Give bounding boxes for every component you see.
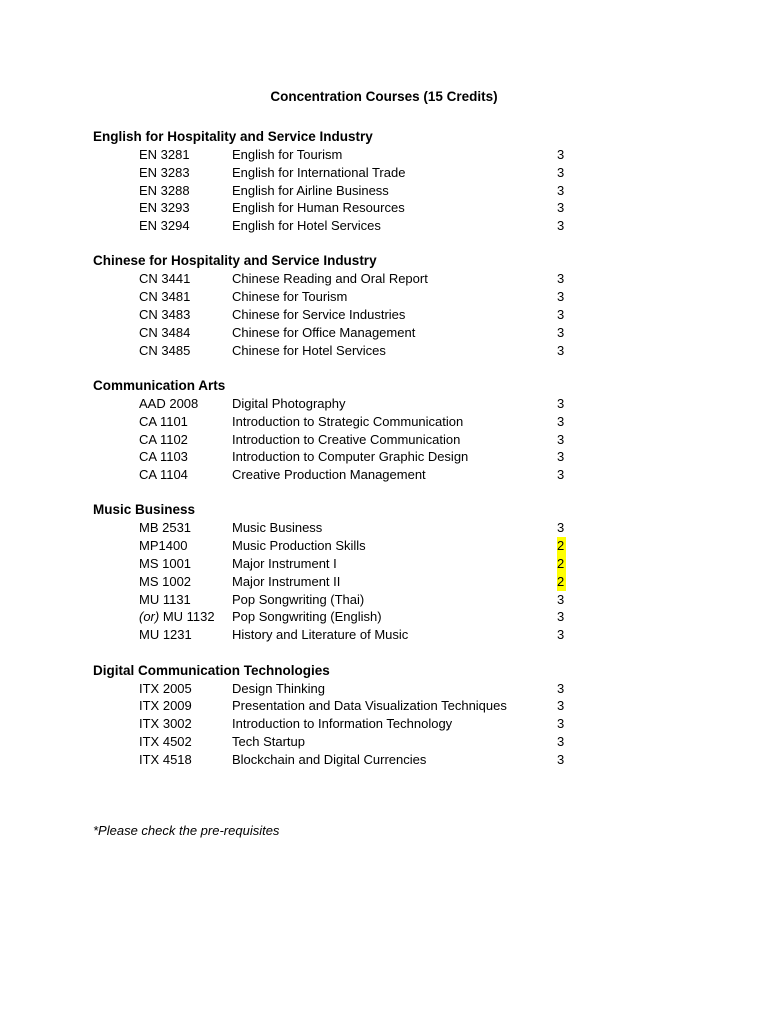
course-credits: 3: [557, 467, 565, 483]
course-credits: 3: [557, 147, 565, 162]
course-code: [139, 573, 191, 591]
course-name: Introduction to Strategic Communication: [232, 413, 464, 429]
course-row: [93, 519, 573, 537]
course-code-text: CN 3483: [139, 307, 191, 323]
course-row: [93, 573, 573, 591]
course-code-text: EN 3294: [139, 218, 190, 234]
course-code-text: CA 1101: [139, 413, 188, 429]
course-row: [93, 413, 573, 431]
course-credits: 3: [557, 627, 565, 643]
course-name: Chinese Reading and Oral Report: [232, 271, 428, 287]
course-name: English for Hotel Services: [232, 218, 381, 234]
section-heading: Digital Communication Technologies: [93, 662, 330, 678]
course-row: [93, 217, 573, 235]
course-name: Design Thinking: [232, 680, 325, 696]
course-code: [139, 431, 188, 449]
course-code: [139, 608, 215, 626]
course-name: Pop Songwriting (English): [232, 609, 382, 625]
course-code-text: MU 1131: [139, 591, 191, 607]
course-code-text: MB 2531: [139, 520, 192, 536]
course-row: [93, 146, 573, 164]
course-row: [93, 733, 573, 751]
course-code-text: CN 3481: [139, 289, 191, 305]
page-title: Concentration Courses (15 Credits): [270, 89, 498, 104]
course-code: [139, 182, 190, 200]
course-row: [93, 466, 573, 484]
course-credits: 3: [557, 395, 565, 411]
course-row: [93, 199, 573, 217]
course-credits: 3: [557, 449, 565, 465]
course-code: [139, 555, 191, 573]
course-name: Creative Production Management: [232, 467, 426, 483]
course-code-text: MS 1001: [139, 556, 192, 572]
footnote: *Please check the pre-requisites: [93, 823, 280, 838]
course-row: [93, 448, 573, 466]
course-name: Tech Startup: [232, 733, 305, 749]
course-credits: 3: [557, 324, 565, 340]
course-code: [139, 466, 188, 484]
course-credits: 3: [557, 520, 565, 536]
course-code-text: ITX 2009: [139, 698, 192, 714]
course-code-text: CN 3484: [139, 324, 191, 340]
section-heading: Communication Arts: [93, 377, 226, 393]
course-row: [93, 270, 573, 288]
course-name: Chinese for Service Industries: [232, 307, 406, 323]
course-code: [139, 395, 198, 413]
course-code-text: CN 3441: [139, 271, 191, 287]
course-section: [93, 501, 573, 644]
course-name: Chinese for Office Management: [232, 324, 416, 340]
course-code: [139, 715, 192, 733]
course-name: Music Business: [232, 520, 323, 536]
course-code-text: CN 3485: [139, 342, 191, 358]
course-code-text: EN 3288: [139, 182, 190, 198]
course-credits: 3: [557, 200, 565, 216]
course-code-text: MU 1231: [139, 627, 192, 643]
course-name: History and Literature of Music: [232, 627, 409, 643]
section-heading: Chinese for Hospitality and Service Industry: [93, 253, 377, 269]
course-code: [139, 342, 190, 360]
course-code-text: EN 3283: [139, 164, 190, 180]
course-code-text: CA 1103: [139, 449, 188, 465]
course-code: [139, 306, 190, 324]
course-name: Introduction to Computer Graphic Design: [232, 449, 469, 465]
course-code-text: CA 1102: [139, 431, 188, 447]
course-name: Pop Songwriting (Thai): [232, 591, 365, 607]
course-row: [93, 715, 573, 733]
course-row: [93, 324, 573, 342]
course-code-text: CA 1104: [139, 467, 188, 483]
course-row: [93, 431, 573, 449]
course-code-text: ITX 2005: [139, 680, 192, 696]
course-credits: 3: [557, 342, 565, 358]
course-name: Chinese for Tourism: [232, 289, 348, 305]
course-section: [93, 662, 573, 769]
course-code: [139, 448, 188, 466]
course-row: [93, 164, 573, 182]
course-name: Introduction to Information Technology: [232, 716, 453, 732]
course-credits: 3: [557, 609, 565, 625]
course-section: [93, 128, 573, 235]
course-credits: 3: [557, 698, 565, 714]
course-code: [139, 199, 190, 217]
course-code-text: AAD 2008: [139, 395, 199, 411]
course-row: [93, 306, 573, 324]
course-code: [139, 270, 190, 288]
course-code: [139, 413, 188, 431]
course-code-text: EN 3281: [139, 147, 190, 162]
course-credits: 3: [557, 289, 565, 305]
course-credits-highlighted: 2: [557, 573, 565, 589]
course-code: [139, 697, 192, 715]
course-code-text: ITX 4518: [139, 751, 192, 767]
course-code: [139, 519, 191, 537]
course-code: [139, 324, 190, 342]
course-row: [93, 182, 573, 200]
course-code-text: EN 3293: [139, 200, 190, 216]
course-name: Chinese for Hotel Services: [232, 342, 386, 358]
course-credits: 3: [557, 164, 565, 180]
course-code: [139, 680, 192, 698]
course-row: [93, 626, 573, 644]
course-row: [93, 680, 573, 698]
section-heading: English for Hospitality and Service Industry: [93, 129, 373, 144]
course-name: Major Instrument II: [232, 573, 341, 589]
course-name: English for Airline Business: [232, 182, 389, 198]
course-name: Presentation and Data Visualization Techniques: [232, 698, 507, 714]
course-name: English for International Trade: [232, 164, 406, 180]
course-code: [139, 733, 192, 751]
course-name: Major Instrument I: [232, 556, 337, 572]
course-name: Music Production Skills: [232, 538, 366, 554]
course-code: [139, 164, 190, 182]
course-credits-highlighted: 2: [557, 556, 565, 572]
course-credits: 3: [557, 431, 565, 447]
course-credits-highlighted: 2: [557, 538, 565, 554]
course-row: [93, 342, 573, 360]
course-name: English for Tourism: [232, 147, 343, 162]
course-row: [93, 608, 573, 626]
course-credits: 3: [557, 271, 565, 287]
course-row: [93, 697, 573, 715]
course-credits: 3: [557, 591, 565, 607]
course-credits: 3: [557, 413, 565, 429]
course-row: [93, 395, 573, 413]
course-credits: 3: [557, 751, 565, 767]
course-name: Blockchain and Digital Currencies: [232, 751, 427, 767]
course-row: [93, 555, 573, 573]
course-credits: 3: [557, 733, 565, 749]
course-code-text: ITX 4502: [139, 733, 192, 749]
course-credits: 3: [557, 182, 565, 198]
course-code: [139, 626, 192, 644]
course-credits: 3: [557, 218, 565, 234]
course-name: English for Human Resources: [232, 200, 405, 216]
course-credits: 3: [557, 307, 565, 323]
course-code: [139, 537, 187, 555]
course-code-text: MP1400: [139, 538, 188, 554]
course-code: [139, 217, 190, 235]
course-code: [139, 146, 190, 164]
section-heading: Music Business: [93, 502, 196, 518]
alternative-marker: (or): [139, 609, 160, 625]
course-code-text: MS 1002: [139, 573, 192, 589]
course-section: [93, 252, 573, 359]
course-code: [139, 751, 192, 769]
course-code: [139, 288, 190, 306]
course-code: [139, 591, 191, 609]
course-code-text: ITX 3002: [139, 716, 192, 732]
course-row: [93, 288, 573, 306]
course-sections: [93, 128, 573, 786]
course-code-text: MU 1132: [159, 609, 215, 625]
course-name: Introduction to Creative Communication: [232, 431, 461, 447]
course-row: [93, 537, 573, 555]
course-section: [93, 377, 573, 484]
course-row: [93, 751, 573, 769]
course-credits: 3: [557, 716, 565, 732]
course-name: Digital Photography: [232, 395, 346, 411]
course-row: [93, 591, 573, 609]
course-credits: 3: [557, 680, 565, 696]
